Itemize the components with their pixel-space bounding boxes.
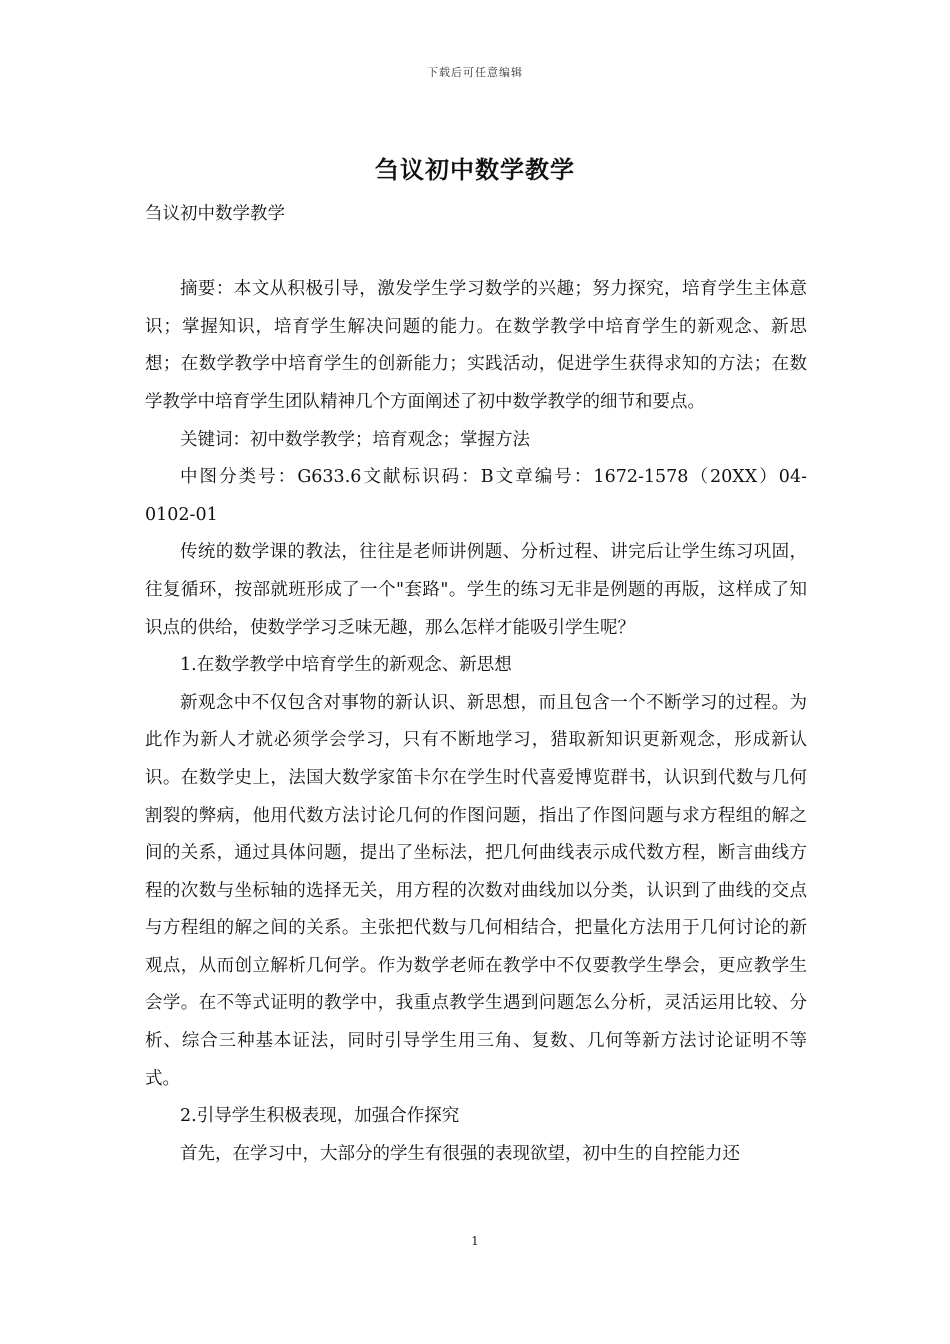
document-subtitle: 刍议初中数学教学 [145, 204, 285, 224]
body-paragraph-3: 首先，在学习中，大部分的学生有很强的表现欲望，初中生的自控能力还 [180, 1143, 740, 1164]
document-body [145, 196, 807, 1173]
section-heading-1: 1.在数学教学中培育学生的新观念、新思想 [180, 655, 512, 676]
document-title: 刍议初中数学教学 [375, 156, 575, 184]
body-paragraph-1: 传统的数学课的教法，往往是老师讲例题、分析过程、讲完后让学生练习巩固，往复循环，按部就班形成了一个"套路"。学生的练习无非是例题的再版，这样成了知识点的供给，使数学学习乏味无趣，那么怎样才能吸引学生呢？ [145, 542, 807, 638]
header-note: 下载后可任意编辑 [427, 66, 523, 79]
classification-line: 中图分类号：G633.6文献标识码：B文章编号：1672-1578（20XX）04-0102-01 [145, 467, 807, 525]
page-number: 1 [471, 1234, 479, 1248]
section-heading-2: 2.引导学生积极表现，加强合作探究 [180, 1106, 460, 1127]
keywords-line: 关键词：初中数学教学；培育观念；掌握方法 [180, 429, 530, 450]
body-paragraph-2: 新观念中不仅包含对事物的新认识、新思想，而且包含一个不断学习的过程。为此作为新人才就必须学会学习，只有不断地学习，猎取新知识更新观念，形成新认识。在数学史上，法国大数学家笛卡尔在学生时代喜爱博览群书，认识到代数与几何割裂的弊病，他用代数方法讨论几何的作图问题，指出了作图问题与求方程组的解之间的关系，通过具体问题，提出了坐标法，把几何曲线表示成代数方程，断言曲线方程的次数与坐标轴的选择无关，用方程的次数对曲线加以分类，认识到了曲线的交点与方程组的解之间的关系。主张把代数与几何相结合，把量化方法用于几何讨论的新观点，从而创立解析几何学。作为数学老师在教学中不仅要教学生學会，更应教学生会学。在不等式证明的教学中，我重点教学生遇到问题怎么分析，灵活运用比较、分析、综合三种基本证法，同时引导学生用三角、复数、几何等新方法讨论证明不等式。 [145, 692, 807, 1089]
abstract-paragraph: 摘要：本文从积极引导，激发学生学习数学的兴趣；努力探究，培育学生主体意识；掌握知识，培育学生解决问题的能力。在数学教学中培育学生的新观念、新思想；在数学教学中培育学生的创新能力；实践活动，促进学生获得求知的方法；在数学教学中培育学生团队精神几个方面阐述了初中数学教学的细节和要点。 [145, 279, 807, 412]
